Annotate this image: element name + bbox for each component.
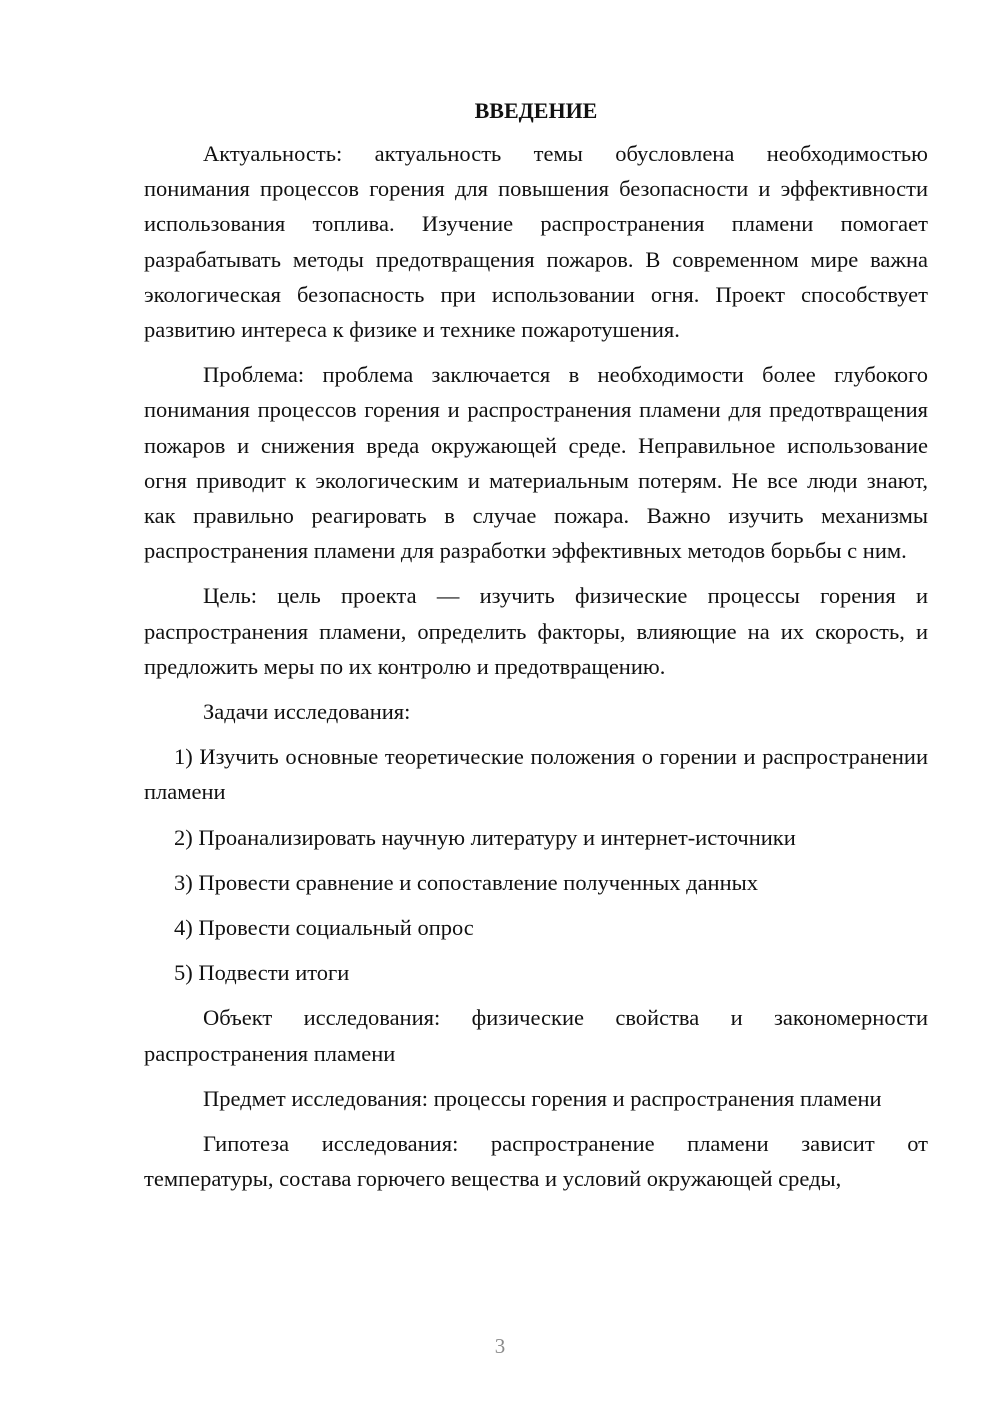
subject-paragraph: Предмет исследования: процессы горения и распространения пламени [203, 1085, 882, 1111]
task-item: 1) Изучить основные теоретические положения о горении и распространении пламени [144, 744, 928, 805]
tasks-list [144, 739, 928, 990]
task-item: 5) Подвести итоги [174, 960, 350, 986]
object-paragraph: Объект исследования: физические свойства и закономерности распространения пламени [144, 1005, 928, 1066]
problem-paragraph: Проблема: проблема заключается в необходимости более глубокого понимания процессов горения и распространения пламени для предотвращения пожаров и снижения вреда окружающей среде. Неправильное использование огня приводит к экологическим и материальным потерям. Не все люди знают, как правильно реагировать в случае пожара. Важно изучить механизмы распространения пламени для разработки эффективных методов борьбы с ним. [144, 362, 928, 564]
task-item: 4) Провести социальный опрос [174, 915, 474, 941]
page-content [144, 96, 928, 1206]
page-number: 3 [494, 1334, 506, 1358]
relevance-paragraph: Актуальность: актуальность темы обусловлена необходимостью понимания процессов горения для повышения безопасности и эффективности использования топлива. Изучение распространения пламени помогает разрабатывать методы предотвращения пожаров. В современном мире важна экологическая безопасность при использовании огня. Проект способствует развитию интереса к физике и технике пожаротушения. [144, 141, 928, 343]
tasks-heading: Задачи исследования: [203, 699, 411, 725]
hypothesis-paragraph: Гипотеза исследования: распространение пламени зависит от температуры, состава горючего вещества и условий окружающей среды, [144, 1131, 928, 1192]
section-title: ВВЕДЕНИЕ [474, 98, 598, 123]
task-item: 2) Проанализировать научную литературу и интернет-источники [174, 824, 796, 850]
task-item: 3) Провести сравнение и сопоставление полученных данных [174, 869, 759, 895]
goal-paragraph: Цель: цель проекта — изучить физические процессы горения и распространения пламени, определить факторы, влияющие на их скорость, и предложить меры по их контролю и предотвращению. [144, 583, 928, 679]
